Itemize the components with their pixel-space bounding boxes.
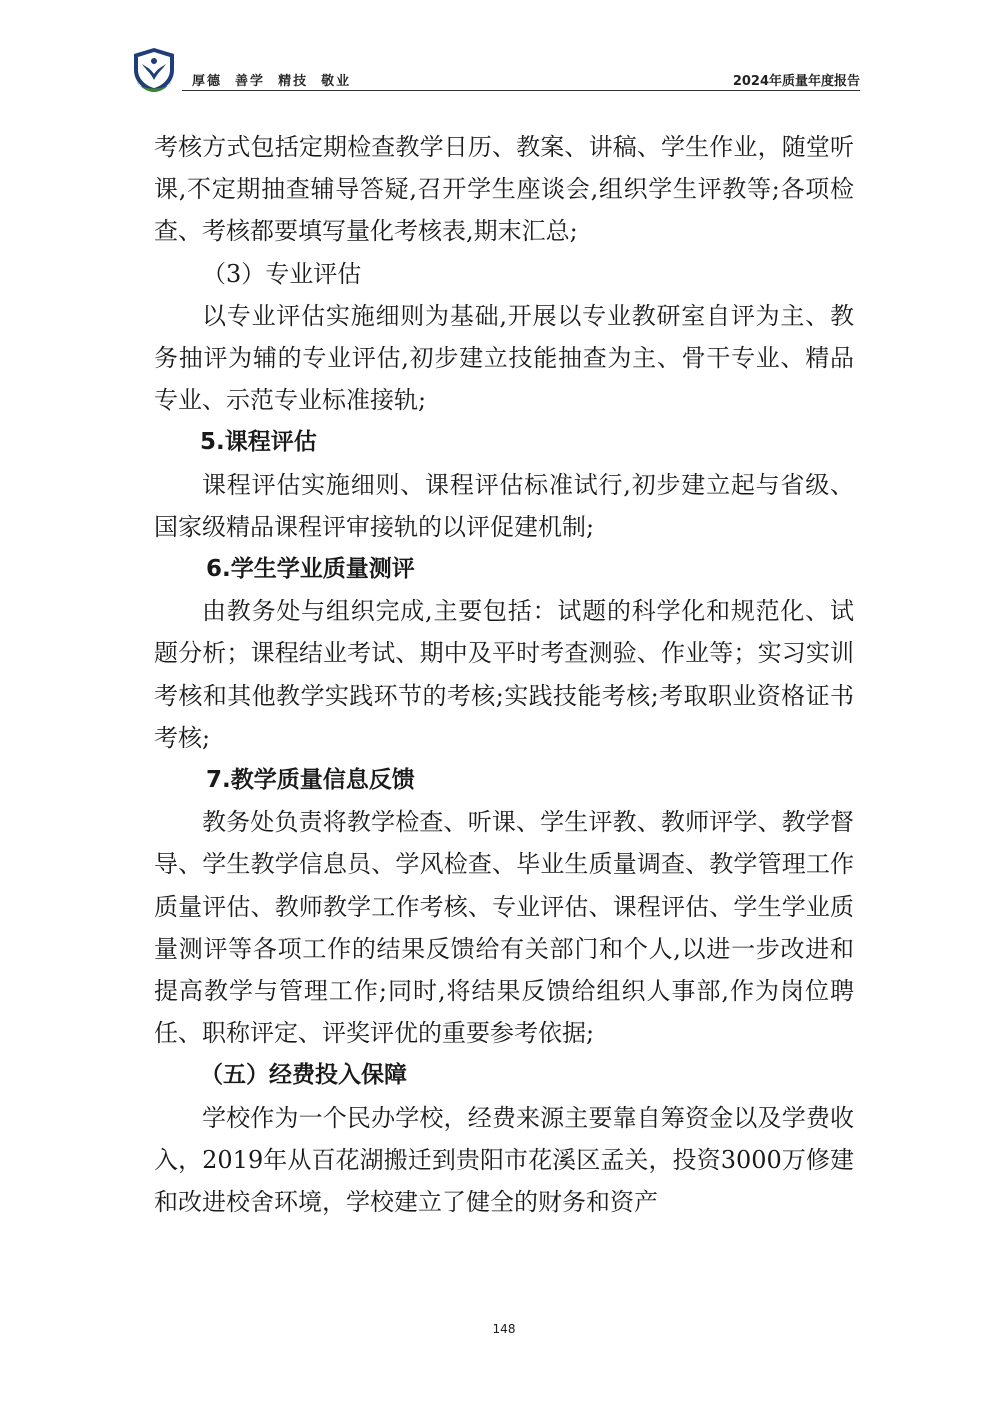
subheading-program-evaluation: （3）专业评估 [202,259,362,288]
document-body [154,126,854,1223]
paragraph-student-quality-assessment: 由教务处与组织完成,主要包括：试题的科学化和规范化、试题分析；课程结业考试、期中及平时考查测验、作业等；实习实训考核和其他教学实践环节的考核;实践技能考核;考取职业资格证书考核; [154,597,854,752]
paragraph-course-evaluation: 课程评估实施细则、课程评估标准试行,初步建立起与省级、国家级精品课程评审接轨的以评促建机制; [154,470,854,541]
paragraph-funding-guarantee: 学校作为一个民办学校，经费来源主要靠自筹资金以及学费收入，2019年从百花湖搬迁到贵阳市花溪区孟关，投资3000万修建和改进校舍环境，学校建立了健全的财务和资产 [154,1103,854,1217]
school-logo-icon [130,46,178,94]
header-divider [182,90,860,91]
heading-course-evaluation: 5.课程评估 [200,429,317,456]
page-header [130,44,860,96]
heading-feedback: 7.教学质量信息反馈 [206,767,415,794]
page-number: 148 [492,1322,516,1336]
report-title: 2024年质量年度报告 [732,74,860,89]
heading-student-quality-assessment: 6.学生学业质量测评 [206,556,415,583]
paragraph-assessment-methods: 考核方式包括定期检查教学日历、教案、讲稿、学生作业，随堂听课,不定期抽查辅导答疑,召开学生座谈会,组织学生评教等;各项检查、考核都要填写量化考核表,期末汇总; [154,133,854,246]
heading-funding-guarantee: （五）经费投入保障 [200,1062,407,1089]
school-motto: 厚德 善学 精技 敬业 [192,74,352,89]
paragraph-program-evaluation: 以专业评估实施细则为基础,开展以专业教研室自评为主、教务抽评为辅的专业评估,初步建立技能抽查为主、骨干专业、精品专业、示范专业标准接轨; [154,301,854,415]
paragraph-feedback: 教务处负责将教学检查、听课、学生评教、教师评学、教学督导、学生教学信息员、学风检查、毕业生质量调查、教学管理工作质量评估、教师教学工作考核、专业评估、课程评估、学生学业质量测评等各项工作的结果反馈给有关部门和个人,以进一步改进和提高教学与管理工作;同时,将结果反馈给组织人事部,作为岗位聘任、职称评定、评奖评优的重要参考依据; [154,808,854,1048]
